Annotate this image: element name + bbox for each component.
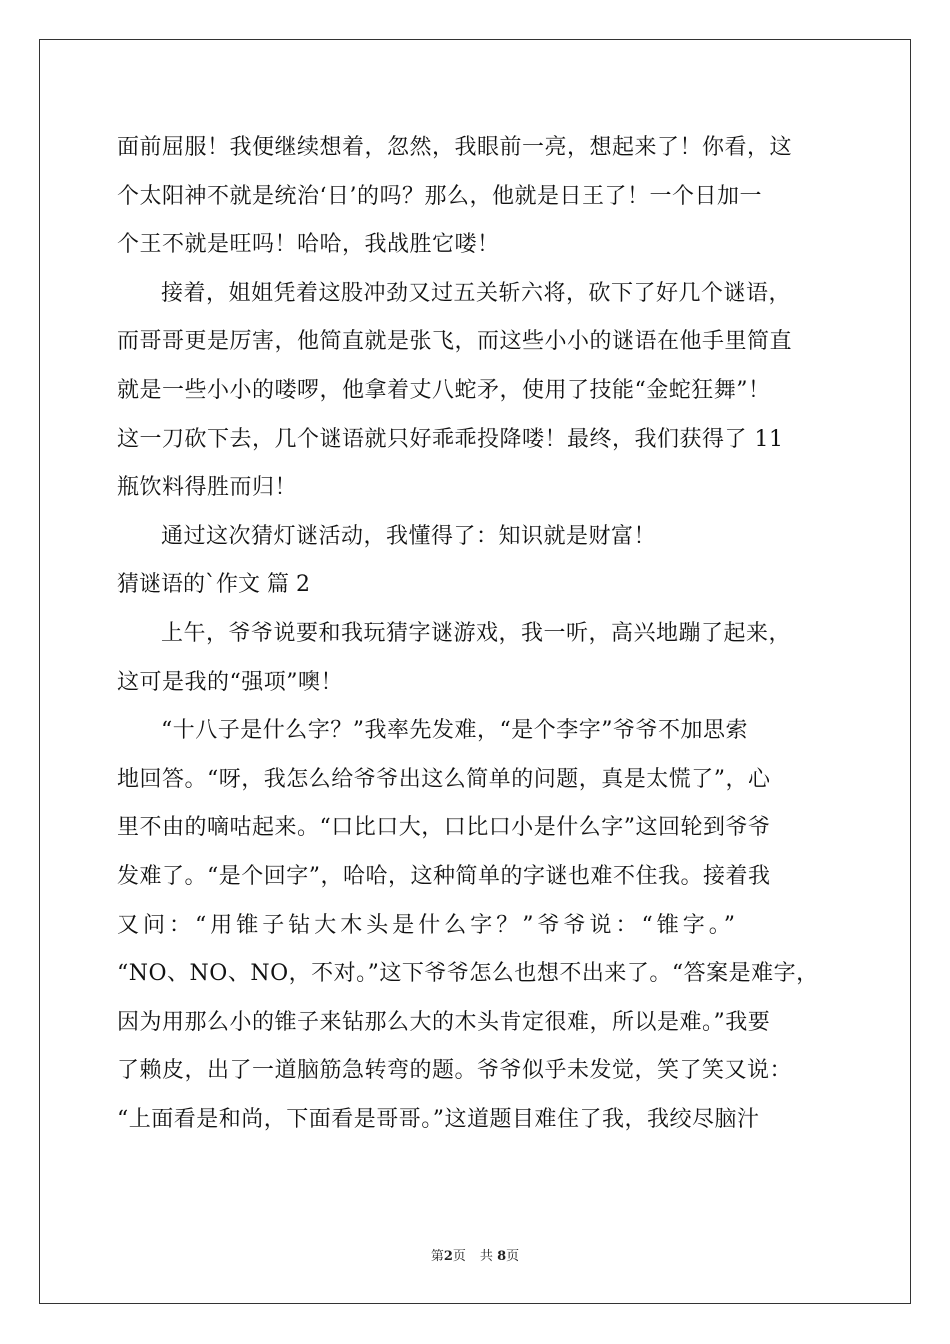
text-line: 这一刀砍下去，几个谜语就只好乖乖投降喽！最终，我们获得了 11 xyxy=(117,426,784,452)
text-line: 而哥哥更是厉害，他简直就是张飞，而这些小小的谜语在他手里简直 xyxy=(117,329,793,355)
text-line: 里不由的嘀咕起来。“口比口大，口比口小是什么字”这回轮到爷爷 xyxy=(117,815,771,841)
paragraph-start-line: “十八子是什么字？”我率先发难，“是个李字”爷爷不加思索 xyxy=(161,718,748,744)
paragraph-start-line: 上午，爷爷说要和我玩猜字谜游戏，我一听，高兴地蹦了起来， xyxy=(161,620,792,646)
page-total: 共 8页 xyxy=(479,1249,520,1264)
text-line: “NO、NO、NO，不对。”这下爷爷怎么也想不出来了。“答案是难字， xyxy=(117,961,819,987)
text-line: 瓶饮料得胜而归！ xyxy=(117,475,298,501)
document-body xyxy=(117,124,837,1144)
text-line: 就是一些小小的喽啰，他拿着丈八蛇矛，使用了技能“金蛇狂舞”！ xyxy=(117,377,771,403)
page-number: 第2页 xyxy=(430,1249,466,1264)
text-line: 面前屈服！我便继续想着，忽然，我眼前一亮，想起来了！你看，这 xyxy=(117,135,793,160)
text-line: 这可是我的“强项”噢！ xyxy=(117,669,343,695)
paragraph-start-line: 接着，姐姐凭着这股冲劲又过五关斩六将，砍下了好几个谜语， xyxy=(161,280,792,306)
text-line: 个太阳神不就是统治‘日’的吗？那么，他就是日王了！一个日加一 xyxy=(117,183,762,209)
text-line: 了赖皮，出了一道脑筋急转弯的题。爷爷似乎未发觉，笑了笑又说： xyxy=(117,1058,793,1084)
text-line: 地回答。“呀，我怎么给爷爷出这么简单的问题，真是太慌了”，心 xyxy=(117,766,771,792)
text-line: “上面看是和尚，下面看是哥哥。”这道题目难住了我，我绞尽脑汁 xyxy=(117,1106,760,1132)
section-heading: 猜谜语的`作文 篇 2 xyxy=(117,572,310,598)
text-line: 又问：“用锥子钻大木头是什么字？”爷爷说：“锥字。” xyxy=(117,912,739,938)
text-line: 因为用那么小的锥子来钻那么大的木头肯定很难，所以是难。”我要 xyxy=(117,1009,771,1035)
paragraph-start-line: 通过这次猜灯谜活动，我懂得了：知识就是财富！ xyxy=(161,523,657,549)
text-line: 发难了。“是个回字”，哈哈，这种简单的字谜也难不住我。接着我 xyxy=(117,863,771,889)
text-line: 个王不就是旺吗！哈哈，我战胜它喽！ xyxy=(117,232,500,258)
page-footer xyxy=(0,1245,950,1264)
